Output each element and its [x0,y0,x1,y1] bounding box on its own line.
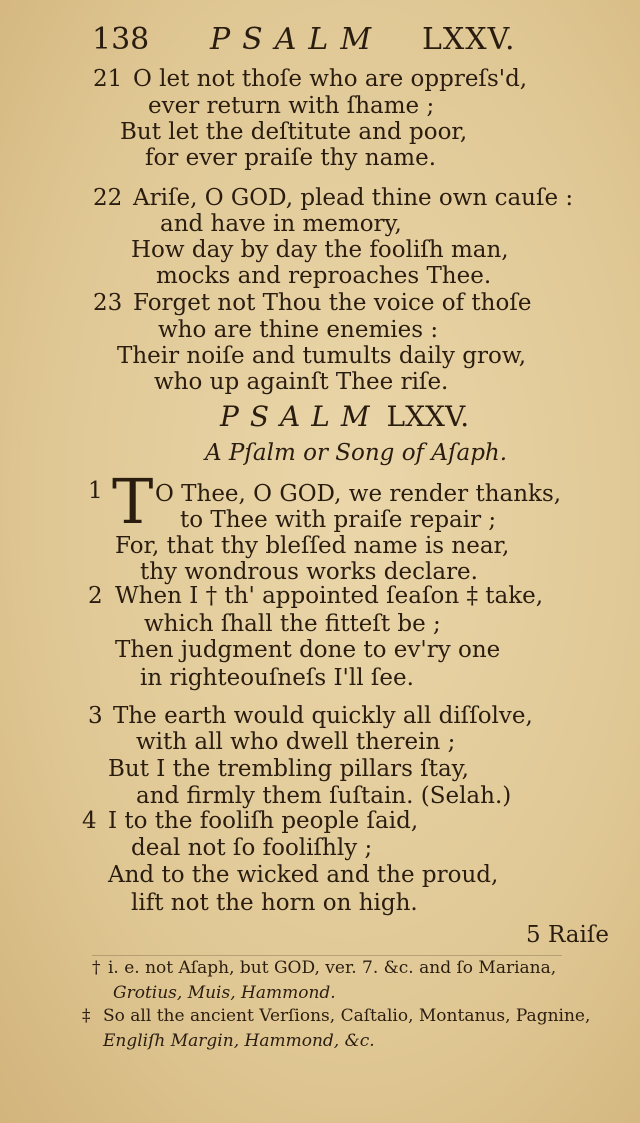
running-numeral: LXXV. [422,22,516,57]
verse-line: For, that thy bleſſed name is near, [115,533,510,559]
verse-number: 2 [88,583,103,609]
verse-number: 1 [88,478,103,504]
verse-line: But I the trembling pillars ſtay, [108,756,469,782]
verse-line: O Thee, O GOD, we render thanks, [155,481,562,507]
verse-line: And to the wicked and the proud, [108,862,499,888]
verse-line: and have in memory, [160,211,402,237]
footnote-line: Engliſh Margin, Hammond, &c. [103,1031,375,1051]
footnote-line: Grotius, Muis, Hammond. [113,983,336,1003]
verse-line: Their noiſe and tumults daily grow, [117,343,527,369]
verse-line: ever return with ſhame ; [148,93,435,119]
footnote-line: i. e. not Aſaph, but GOD, ver. 7. &c. and ſo Mariana, [108,958,557,978]
psalm-title: PSALM LXXV. [220,400,470,433]
verse-number: 3 [88,703,103,729]
drop-cap: T [112,465,154,538]
verse-line: How day by day the fooliſh man, [131,237,509,263]
verse-line: who up againſt Thee riſe. [154,369,449,395]
verse-line: The earth would quickly all diſſolve, [113,703,533,729]
running-title: PSALM [210,22,384,57]
verse-line: Then judgment done to ev'ry one [115,637,501,663]
psalm-subtitle: A Pſalm or Song of Aſaph. [205,440,508,466]
verse-line: O let not thoſe who are oppreſs'd, [133,66,528,92]
verse-line: deal not ſo fooliſhly ; [131,835,373,861]
verse-line: But let the deſtitute and poor, [120,119,468,145]
verse-line: in righteouſneſs I'll ſee. [140,665,414,691]
verse-line: When I † th' appointed ſeaſon ‡ take, [115,583,544,609]
verse-line: mocks and reproaches Thee. [156,263,492,289]
verse-number: 22 [93,185,123,211]
verse-line: who are thine enemies : [158,317,439,343]
verse-line: thy wondrous works declare. [140,559,478,585]
verse-line: for ever praiſe thy name. [145,145,437,171]
verse-line: Forget not Thou the voice of thoſe [133,290,532,316]
verse-line: which ſhall the fitteſt be ; [144,611,441,637]
verse-line: I to the fooliſh people ſaid, [108,808,419,834]
page-number: 138 [92,22,150,57]
verse-line: with all who dwell therein ; [136,729,456,755]
footnote-mark: ‡ [82,1006,91,1026]
verse-line: to Thee with praiſe repair ; [180,507,497,533]
running-header [92,22,532,58]
verse-line: lift not the horn on high. [131,890,418,916]
verse-number: 4 [82,808,97,834]
footnote-line: So all the ancient Verſions, Caſtalio, Montanus, Pagnine, [103,1006,591,1026]
verse-number: 23 [93,290,123,316]
footnote-divider [92,955,562,956]
footnote-mark: † [92,958,101,978]
verse-number: 21 [93,66,123,92]
verse-line: Ariſe, O GOD, plead thine own cauſe : [133,185,574,211]
verse-line: and firmly them ſuſtain. (Selah.) [136,783,512,809]
catchword: 5 Raiſe [526,922,609,948]
